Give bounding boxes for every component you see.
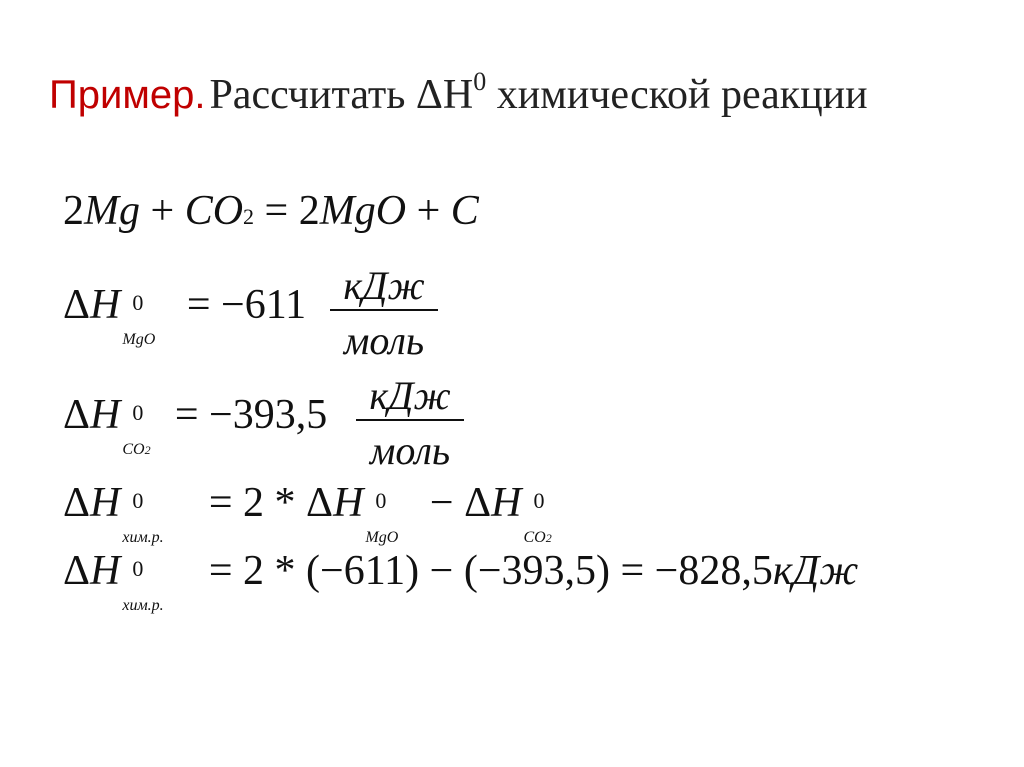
unit-fraction-co2 [356,372,464,474]
reaction-equation [63,190,479,232]
fraction-bar [330,309,438,311]
equals-sign: = [254,188,299,234]
unit-numerator: кДж [343,263,425,308]
co: CO [184,188,244,234]
unit-denominator: моль [343,318,425,363]
slide-title [49,67,868,118]
superscript-zero: 0 [132,400,144,425]
delta-symbol: Δ [63,480,91,526]
enthalpy-result [63,548,859,614]
enthalpy-h: H [90,548,121,594]
title-text-tail: химической реакции [486,72,868,118]
co-subscript: 2 [243,204,255,229]
co2-value: = −393,5 [164,392,328,438]
delta-symbol: Δ [63,392,91,438]
subscript-mgo-2: MgO [365,529,399,546]
fraction-bar [356,419,464,421]
subscript-co2-3 [523,530,551,546]
subscript-reaction: хим.р. [122,597,164,614]
enthalpy-mgo [63,282,307,348]
mgo: MgO [319,188,407,234]
enthalpy-h-2: H [333,480,364,526]
superscript-zero: 0 [132,488,144,513]
enthalpy-h: H [90,392,121,438]
subscript-co2-3-2: 2 [545,531,552,545]
plus-sign-2: + [406,188,451,234]
carbon: C [450,188,479,234]
title-text [209,67,868,118]
enthalpy-h: H [90,282,121,328]
result-rhs: = 2 * (−611) − (−393,5) = −828,5 [198,548,773,594]
mg: Mg [84,188,140,234]
subscript-co-2: 2 [144,443,151,457]
superscript-zero-2: 0 [375,488,387,513]
delta-symbol: Δ [63,548,91,594]
subscript-co [122,442,150,458]
unit-denominator: моль [369,428,451,473]
coef-mg: 2 [63,188,84,234]
superscript-zero: 0 [132,290,144,315]
subscript-reaction: хим.р. [122,529,164,546]
subscript-co-text: CO [122,441,145,458]
enthalpy-co2 [63,392,328,458]
superscript-zero: 0 [132,556,144,581]
title-superscript: 0 [473,67,487,96]
enthalpy-h: H [90,480,121,526]
title-lead: Пример. [49,73,206,117]
delta-symbol: Δ [63,282,91,328]
superscript-zero-3: 0 [533,488,545,513]
title-text-main: Рассчитать ΔH [209,72,474,118]
plus-sign: + [140,188,185,234]
unit-fraction-mgo [330,262,438,364]
result-unit: кДж [772,548,859,594]
minus-delta: − Δ [419,480,492,526]
subscript-co2-3-text: CO [523,529,546,546]
formula-rhs: = 2 * Δ [198,480,334,526]
subscript-mgo: MgO [122,331,156,348]
enthalpy-h-3: H [491,480,522,526]
mgo-value: = −611 [176,282,307,328]
unit-numerator: кДж [369,373,451,418]
coef-mgo: 2 [298,188,320,234]
enthalpy-formula [63,480,565,546]
